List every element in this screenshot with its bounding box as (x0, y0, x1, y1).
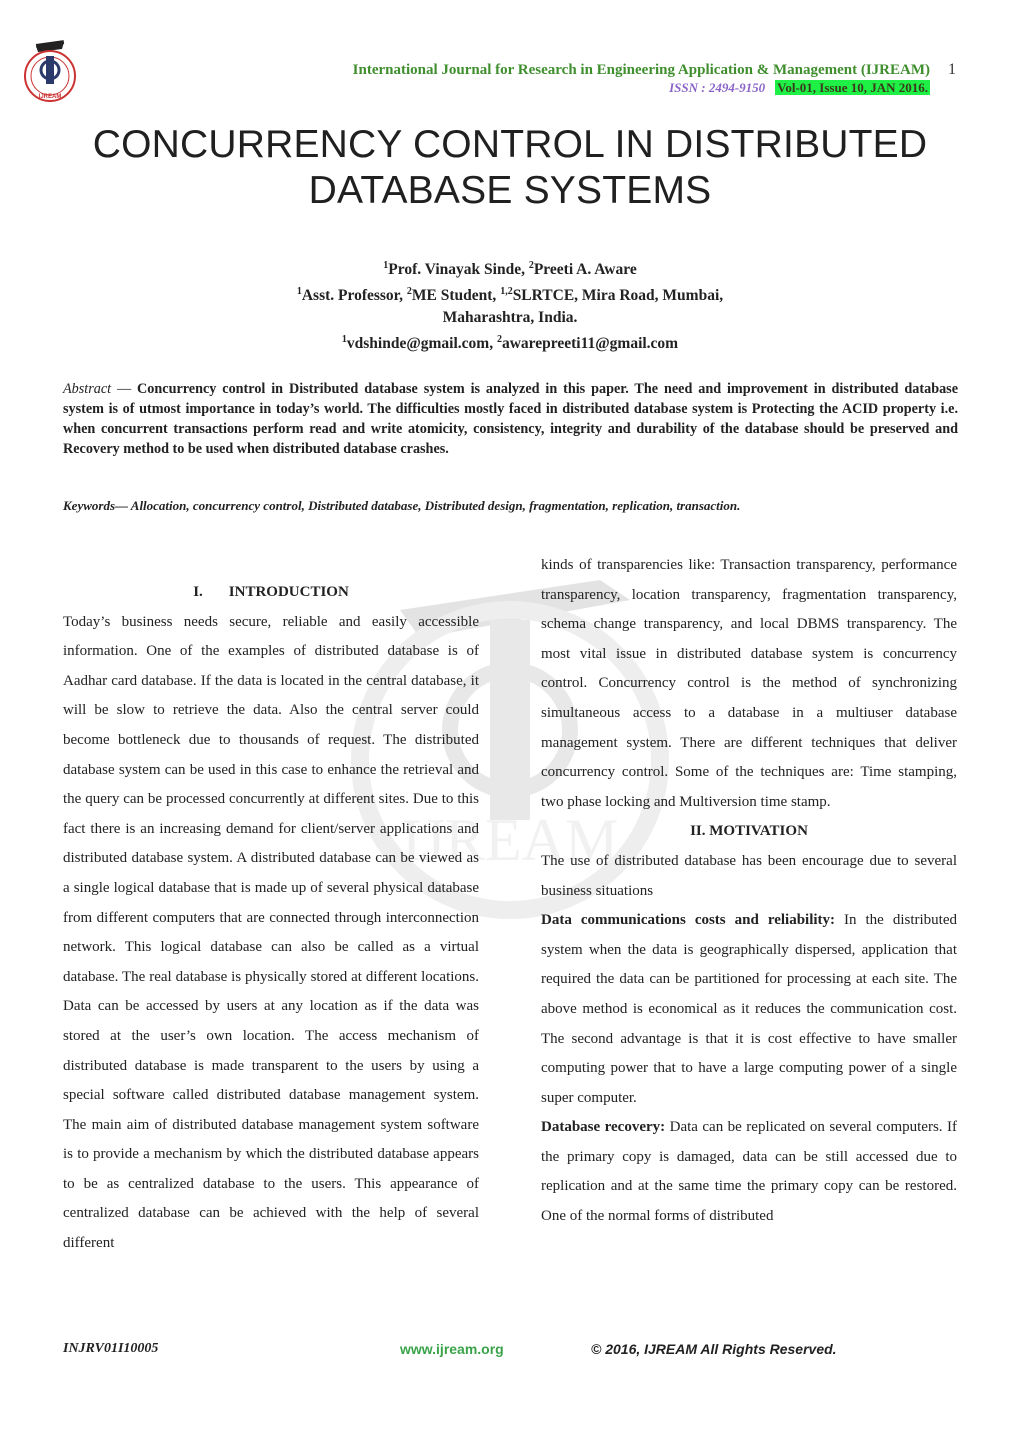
journal-name: International Journal for Research in Engineering Application & Management (IJREAM) (352, 62, 930, 78)
section-heading-motivation: II. MOTIVATION (690, 823, 808, 840)
abstract-text: Concurrency control in Distributed database system is analyzed in this paper. The need and improvement in distributed database system is of utmost importance in today’s world. The difficulties mostly faced in distributed database system is Protecting the ACID property i.e. when concurrent transactions perform read and write atomicity, consistency, integrity and durability of the database should be preserved and Recovery method to be used when distributed database crashes. (63, 381, 959, 457)
footer-paper-code: INJRV01I10005 (63, 1341, 159, 1356)
database-recovery-paragraph: Database recovery: Data can be replicated on several computers. If the primary copy is damaged, data can be still accessed due to replication and at the same time the primary copy can be restored. One of the normal forms of distributed (541, 1119, 957, 1225)
author-block (40, 255, 980, 355)
data-communications-label: Data communications costs and reliability: (541, 912, 836, 929)
abstract: Abstract — Concurrency control in Distributed database system is analyzed in this paper. The need and improvement in distributed database system is of utmost importance in today’s world. The difficulties mostly faced in distributed database system is Protecting the ACID property i.e. when concurrent transactions perform read and write atomicity, consistency, integrity and durability of the database should be preserved and Recovery method to be used when distributed database crashes. (63, 381, 959, 457)
introduction-continued: kinds of transparencies like: Transaction transparency, performance transparency, location transparency, fragmentation transparency, schema change transparency, and local DBMS transparency. The most vital issue in distributed database system is concurrency control. Concurrency control is the method of synchronizing simultaneous access to a database in a multiuser database management system. There are different techniques that deliver concurrency control. Some of the techniques are: Time stamping, two phase locking and Multiversion time stamp. (541, 557, 957, 810)
title-line-1: CONCURRENCY CONTROL IN DISTRIBUTED (92, 123, 928, 166)
issn: ISSN : 2494-9150 (669, 80, 766, 95)
keywords: Keywords— Allocation, concurrency control, Distributed database, Distributed design, fragmentation, replication, transaction. (63, 498, 741, 513)
author-names: $^1$Prof. Vinayak Sinde, $^2$Preeti A. Aware (383, 260, 637, 279)
author-emails: $^1$vdshinde@gmail.com, $^2$awarepreeti11@gmail.com (341, 334, 679, 353)
author-affiliation: $^1$Asst. Professor, $^2$ME Student, $^{1,2}$SLRTCE, Mira Road, Mumbai, (296, 286, 724, 305)
database-recovery-label: Database recovery: (541, 1119, 666, 1136)
right-column (541, 551, 957, 1232)
journal-logo (22, 40, 80, 104)
author-location: Maharashtra, India. (442, 309, 578, 327)
watermark-text: IJREAM (401, 807, 619, 873)
issn-line (520, 80, 930, 96)
abstract-label: Abstract (63, 381, 112, 397)
paper-title (40, 122, 980, 214)
page-number: 1 (948, 61, 956, 78)
data-communications-paragraph: Data communications costs and reliability: In the distributed system when the data is geographically dispersed, application that required the data can be partitioned for processing at each site. The above method is economical as it reduces the communication cost. The second advantage is that it is cost effective to have smaller computing power that to have a large computing power of a single super computer. (541, 912, 957, 1106)
introduction-paragraph: Today’s business needs secure, reliable and easily accessible information. One of the examples of distributed database is of Aadhar card database. If the data is located in the central database, it will be slow to retrieve the data. Also the central server could become bottleneck due to thousands of request. The distributed database system can be used in this case to enhance the retrieval and the query can be processed concurrently at different sites. Due to this fact there is an increasing demand for client/server applications and distributed database system. A distributed database can be viewed as a single logical database that is made up of several physical database from different computers that are connected through interconnection network. This logical database can also be called as a virtual database. The real database is physically stored at different locations. Data can be accessed by users at any location as if the data was stored at the user’s own location. The access mechanism of distributed database is made transparent to the users by using a special software called distributed database management system. The main aim of distributed database management system software is to provide a mechanism by which the distributed database appears to be as centralized database to the users. This appearance of centralized database can be achieved with the help of several different (63, 613, 479, 1252)
section-number: I. (193, 584, 203, 600)
section-title: INTRODUCTION (228, 584, 349, 600)
footer-website-link[interactable]: www.ijream.org (400, 1341, 504, 1357)
section-heading-introduction (63, 578, 479, 608)
volume-issue: Vol-01, Issue 10, JAN 2016. (777, 80, 928, 95)
logo-text: IJREAM (38, 94, 62, 100)
footer-copyright: © 2016, IJREAM All Rights Reserved. (591, 1341, 837, 1357)
motivation-intro: The use of distributed database has been encourage due to several business situations (541, 852, 957, 899)
left-column (63, 578, 479, 1259)
title-line-2: DATABASE SYSTEMS (308, 169, 712, 212)
